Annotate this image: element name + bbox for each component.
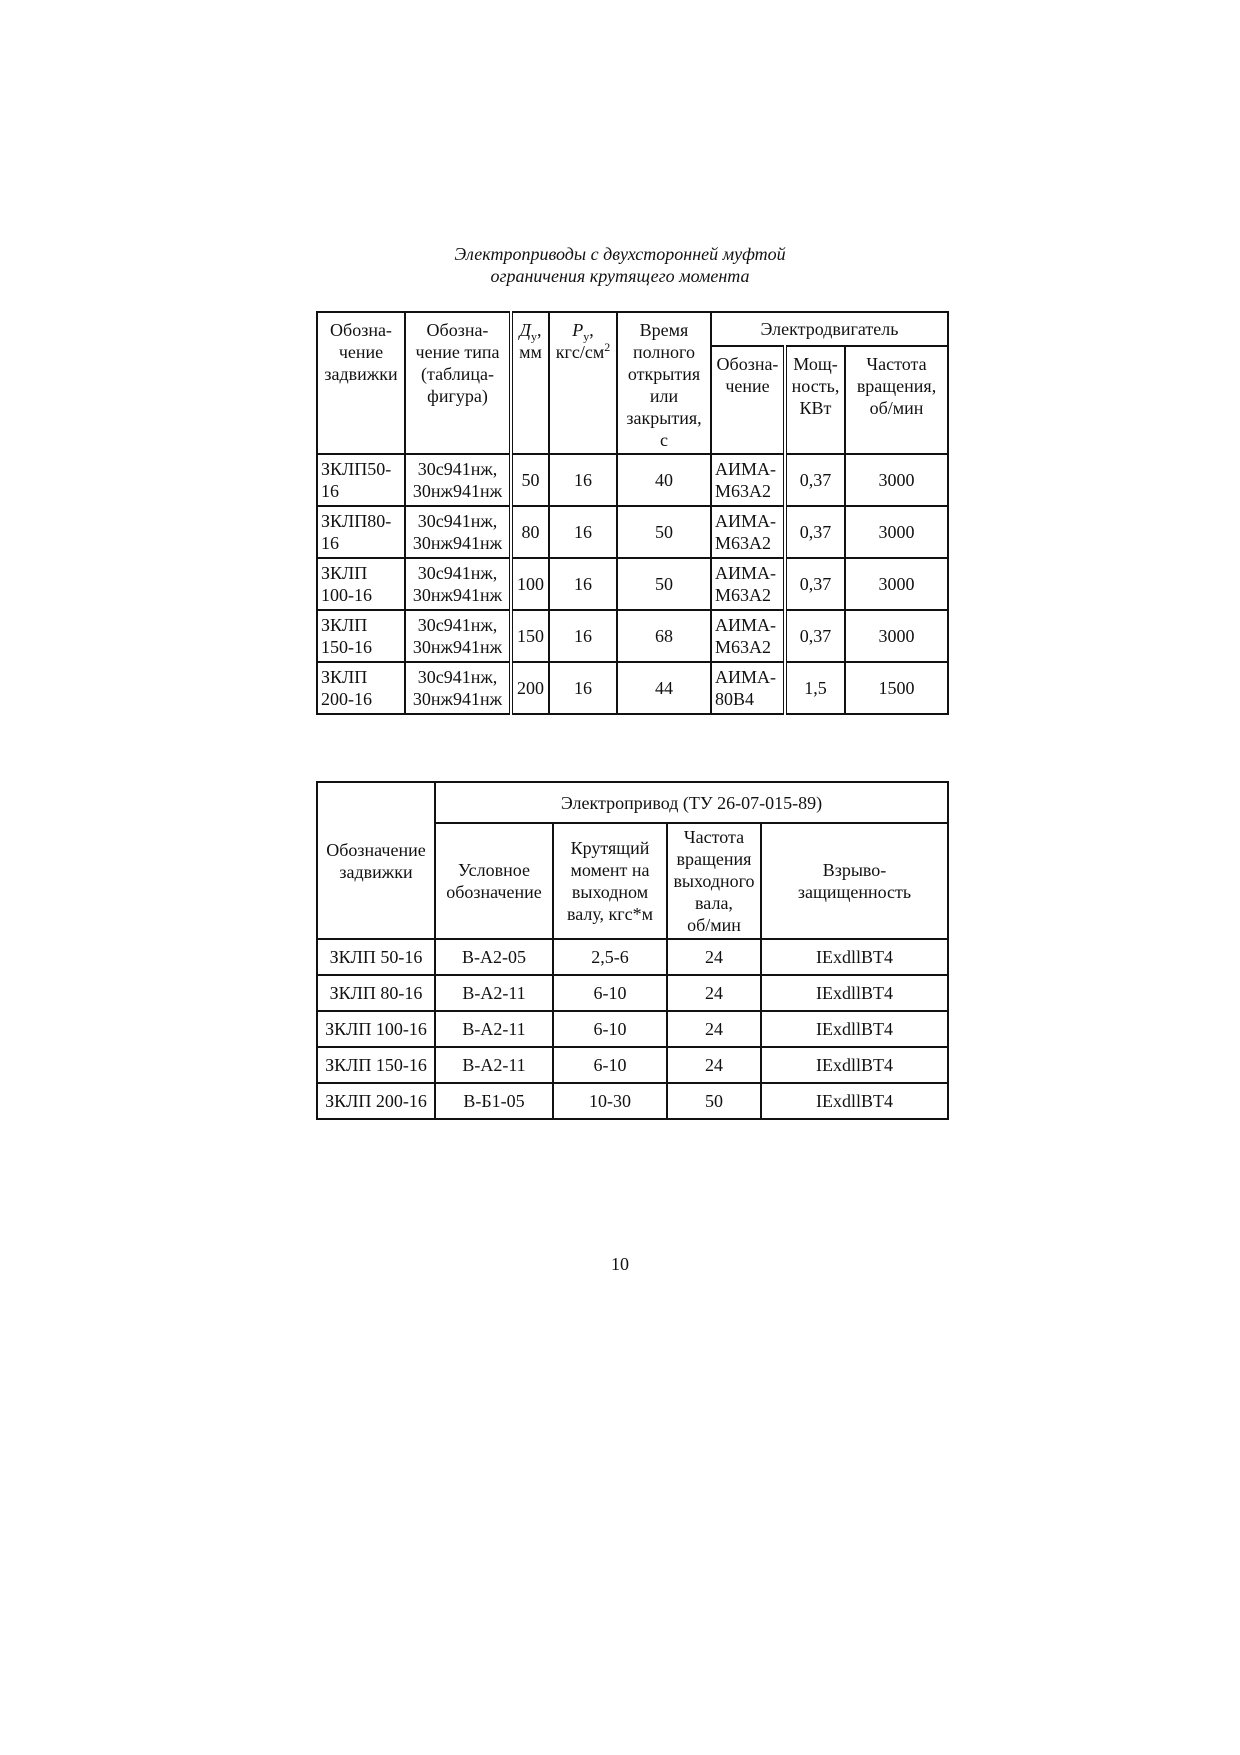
table-row (317, 662, 948, 714)
cell-pu: 16 (549, 662, 617, 714)
cell-power: 0,37 (785, 454, 845, 506)
cell-du: 80 (511, 506, 549, 558)
table-row (317, 454, 948, 506)
header-torque: Крутящий момент на выходном валу, кгс*м (553, 823, 667, 939)
cell-speed: 3000 (845, 610, 948, 662)
header-valve: Обозна- чение задвижки (317, 312, 405, 454)
cell-time: 68 (617, 610, 711, 662)
cell-time: 40 (617, 454, 711, 506)
header-drive-group: Электропривод (ТУ 26-07-015-89) (435, 782, 948, 823)
cell-power: 1,5 (785, 662, 845, 714)
cell-code: В-Б1-05 (435, 1083, 553, 1119)
cell-speed: 24 (667, 1011, 761, 1047)
cell-speed: 3000 (845, 558, 948, 610)
motor-table (316, 311, 949, 715)
cell-du: 200 (511, 662, 549, 714)
table-row (317, 1047, 948, 1083)
cell-speed: 24 (667, 939, 761, 975)
caption-line-2: ограничения крутящего момента (490, 266, 750, 286)
cell-valve: ЗКЛП50- 16 (317, 454, 405, 506)
cell-pu: 16 (549, 454, 617, 506)
cell-du: 50 (511, 454, 549, 506)
cell-torque: 10-30 (553, 1083, 667, 1119)
cell-code: В-А2-05 (435, 939, 553, 975)
header-motor-name: Обозна- чение (711, 346, 785, 454)
cell-torque: 6-10 (553, 975, 667, 1011)
header-valve-2: Обозначение задвижки (317, 782, 435, 939)
header-output-speed: Частота вращения выходного вала, об/мин (667, 823, 761, 939)
cell-valve: ЗКЛП 150-16 (317, 1047, 435, 1083)
table-row (317, 975, 948, 1011)
header-time: Время полного открытия или закрытия, с (617, 312, 711, 454)
table-caption (0, 243, 1240, 287)
cell-valve: ЗКЛП 150-16 (317, 610, 405, 662)
cell-motor: АИМА- М63А2 (711, 610, 785, 662)
cell-explosion: IExdllBT4 (761, 1011, 948, 1047)
cell-motor: АИМА- 80В4 (711, 662, 785, 714)
cell-motor: АИМА- М63А2 (711, 454, 785, 506)
header-code: Условное обозначение (435, 823, 553, 939)
cell-valve: ЗКЛП80- 16 (317, 506, 405, 558)
cell-valve: ЗКЛП 200-16 (317, 1083, 435, 1119)
cell-pu: 16 (549, 506, 617, 558)
cell-code: В-А2-11 (435, 975, 553, 1011)
cell-type: 30с941нж, 30нж941нж (405, 558, 511, 610)
cell-valve: ЗКЛП 50-16 (317, 939, 435, 975)
cell-speed: 3000 (845, 454, 948, 506)
header-motor-power: Мощ- ность, КВт (785, 346, 845, 454)
header-motor-speed: Частота вращения, об/мин (845, 346, 948, 454)
header-du: $Д_у$, мм (511, 312, 549, 454)
table-row (317, 1083, 948, 1119)
cell-speed: 50 (667, 1083, 761, 1119)
cell-motor: АИМА- М63А2 (711, 506, 785, 558)
cell-motor: АИМА- М63А2 (711, 558, 785, 610)
cell-type: 30с941нж, 30нж941нж (405, 662, 511, 714)
cell-type: 30с941нж, 30нж941нж (405, 454, 511, 506)
header-motor-group: Электродвигатель (711, 312, 948, 346)
cell-explosion: IExdllBT4 (761, 939, 948, 975)
cell-speed: 1500 (845, 662, 948, 714)
header-explosion-protection: Взрыво- защищенность (761, 823, 948, 939)
cell-torque: 2,5-6 (553, 939, 667, 975)
cell-power: 0,37 (785, 558, 845, 610)
cell-torque: 6-10 (553, 1011, 667, 1047)
table-row (317, 558, 948, 610)
cell-torque: 6-10 (553, 1047, 667, 1083)
cell-type: 30с941нж, 30нж941нж (405, 506, 511, 558)
cell-time: 44 (617, 662, 711, 714)
cell-power: 0,37 (785, 610, 845, 662)
header-pu: $Р_у$, кгс/$см^2$ (549, 312, 617, 454)
table-row (317, 939, 948, 975)
cell-explosion: IExdllBT4 (761, 975, 948, 1011)
cell-time: 50 (617, 506, 711, 558)
cell-valve: ЗКЛП 200-16 (317, 662, 405, 714)
cell-speed: 24 (667, 975, 761, 1011)
cell-pu: 16 (549, 558, 617, 610)
cell-du: 150 (511, 610, 549, 662)
cell-time: 50 (617, 558, 711, 610)
cell-explosion: IExdllBT4 (761, 1047, 948, 1083)
cell-valve: ЗКЛП 80-16 (317, 975, 435, 1011)
cell-valve: ЗКЛП 100-16 (317, 1011, 435, 1047)
cell-power: 0,37 (785, 506, 845, 558)
header-type: Обозна- чение типа (таблица- фигура) (405, 312, 511, 454)
table-row (317, 1011, 948, 1047)
cell-code: В-А2-11 (435, 1011, 553, 1047)
drive-table (316, 781, 949, 1120)
caption-line-1: Электроприводы с двухсторонней муфтой (454, 244, 786, 264)
cell-explosion: IExdllBT4 (761, 1083, 948, 1119)
table-row (317, 610, 948, 662)
cell-pu: 16 (549, 610, 617, 662)
cell-speed: 3000 (845, 506, 948, 558)
cell-code: В-А2-11 (435, 1047, 553, 1083)
cell-speed: 24 (667, 1047, 761, 1083)
cell-type: 30с941нж, 30нж941нж (405, 610, 511, 662)
cell-valve: ЗКЛП 100-16 (317, 558, 405, 610)
page-number: 10 (611, 1254, 629, 1274)
table-row (317, 506, 948, 558)
cell-du: 100 (511, 558, 549, 610)
